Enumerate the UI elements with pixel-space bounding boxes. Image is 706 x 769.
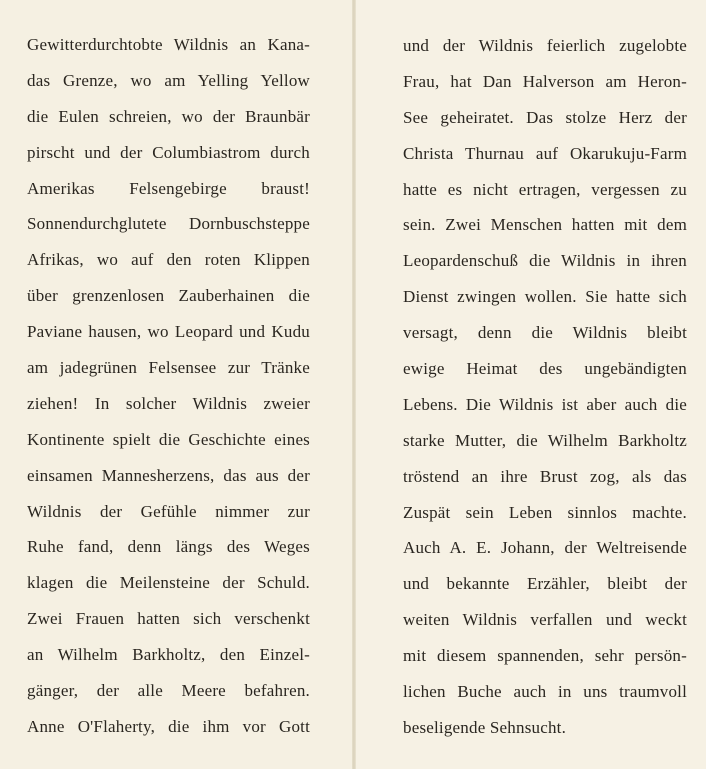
text-line: Zuspät sein Leben sinnlos machte. [403, 502, 687, 522]
text-line: Christa Thurnau auf Okarukuju-Farm [403, 143, 687, 163]
text-line: ewige Heimat des ungebändigten [403, 359, 687, 379]
text-line: See geheiratet. Das stolze Herz der [403, 107, 687, 127]
text-line: Leopardenschuß die Wildnis in ihren [403, 251, 687, 271]
text-line: Anne O'Flaherty, die ihm vor Gott [27, 716, 310, 736]
text-line: Kontinente spielt die Geschichte eines [27, 429, 310, 449]
text-line: versagt, denn die Wildnis bleibt [403, 323, 687, 343]
text-line: über grenzenlosen Zauberhainen die [27, 286, 310, 306]
text-line: Ruhe fand, denn längs des Weges [27, 537, 310, 557]
text-line: die Eulen schreien, wo der Braunbär [27, 106, 310, 126]
text-line: ziehen! In solcher Wildnis zweier [27, 393, 310, 413]
text-line: Lebens. Die Wildnis ist aber auch die [403, 394, 687, 414]
text-line: das Grenze, wo am Yelling Yellow [27, 70, 310, 90]
text-line: tröstend an ihre Brust zog, als das [403, 466, 687, 486]
left-page [0, 0, 352, 769]
text-line: einsamen Mannesherzens, das aus der [27, 465, 310, 485]
text-line: Auch A. E. Johann, der Weltreisende [403, 538, 687, 558]
text-line: Dienst zwingen wollen. Sie hatte sich [403, 287, 687, 307]
left-text-column [27, 34, 310, 752]
text-line: Sonnendurchglutete Dornbuschsteppe [27, 214, 310, 234]
text-line: Gewitterdurchtobte Wildnis an Kana- [27, 35, 310, 54]
text-line: Frau, hat Dan Halverson am Heron- [403, 71, 687, 91]
text-line: beseligende Sehnsucht. [403, 717, 567, 737]
text-line: mit diesem spannenden, sehr persön- [403, 646, 687, 666]
text-line: klagen die Meilensteine der Schuld. [27, 573, 310, 593]
text-line: Amerikas Felsengebirge braust! [27, 178, 310, 198]
text-line: Wildnis der Gefühle nimmer zur [27, 501, 310, 521]
text-line: und der Wildnis feierlich zugelobte [403, 36, 687, 55]
text-line: am jadegrünen Felsensee zur Tränke [27, 358, 310, 378]
text-line: starke Mutter, die Wilhelm Barkholtz [403, 430, 687, 450]
text-line: gänger, der alle Meere befahren. [27, 681, 310, 701]
text-line: pirscht und der Columbiastrom durch [27, 142, 310, 162]
right-text-column [403, 35, 687, 753]
text-line: Paviane hausen, wo Leopard und Kudu [27, 322, 310, 342]
text-line: lichen Buche auch in uns traumvoll [403, 682, 687, 702]
text-line: Afrikas, wo auf den roten Klippen [27, 250, 310, 270]
text-line: weiten Wildnis verfallen und weckt [403, 610, 687, 630]
text-line: und bekannte Erzähler, bleibt der [403, 574, 687, 594]
right-page [356, 0, 706, 769]
text-line: sein. Zwei Menschen hatten mit dem [403, 215, 687, 235]
text-line: hatte es nicht ertragen, vergessen zu [403, 179, 687, 199]
text-line: an Wilhelm Barkholtz, den Einzel- [27, 645, 310, 665]
text-line: Zwei Frauen hatten sich verschenkt [27, 609, 310, 629]
